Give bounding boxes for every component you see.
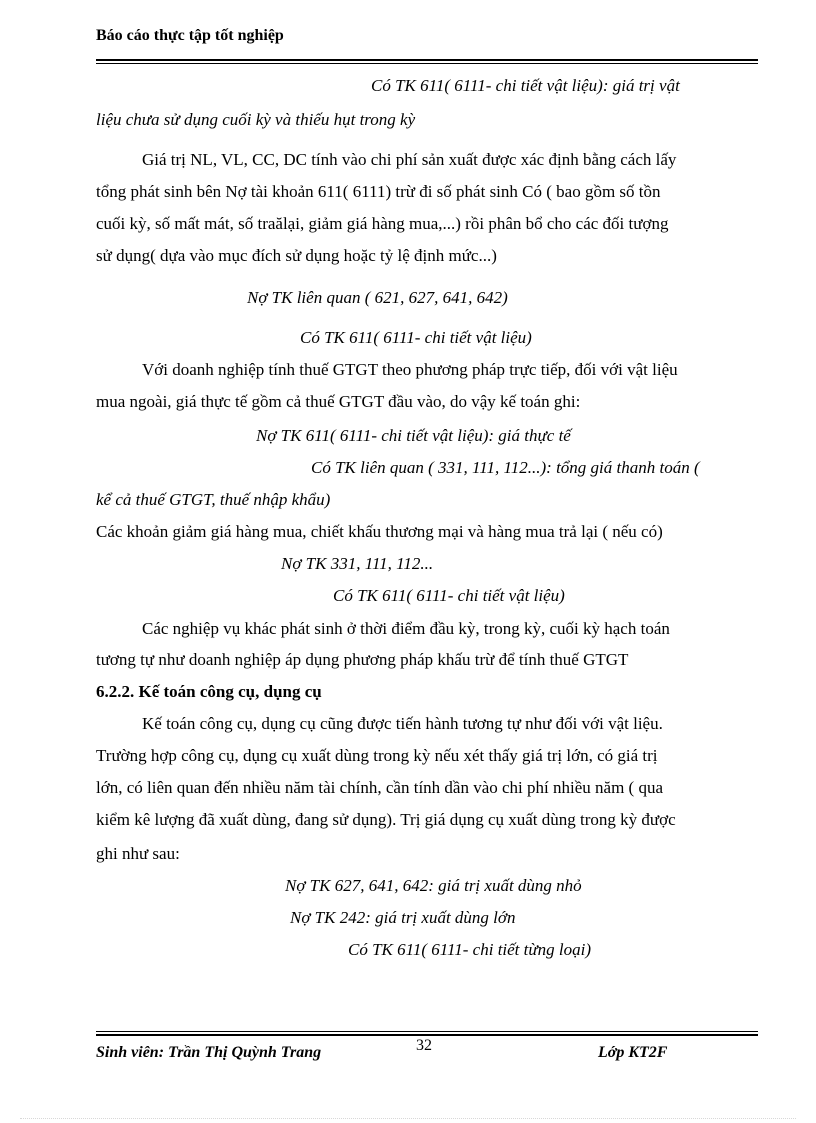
paragraph-line: tổng phát sinh bên Nợ tài khoản 611( 6111) trừ đi số phát sinh Có ( bao gồm số tồn xyxy=(96,182,661,201)
paragraph-line: Giá trị NL, VL, CC, DC tính vào chi phí sản xuất được xác định bằng cách lấy xyxy=(142,150,677,169)
paragraph-line: ghi như sau: xyxy=(96,844,180,863)
footer-class: Lớp KT2F xyxy=(598,1044,668,1061)
page-number: 32 xyxy=(416,1037,432,1054)
paragraph-line: mua ngoài, giá thực tế gồm cả thuế GTGT đầu vào, do vậy kế toán ghi: xyxy=(96,392,581,411)
entry-line: Nợ TK 611( 6111- chi tiết vật liệu): giá thực tế xyxy=(256,426,571,445)
paragraph-line: Các khoản giảm giá hàng mua, chiết khấu thương mại và hàng mua trả lại ( nếu có) xyxy=(96,522,663,541)
entry-line: Có TK liên quan ( 331, 111, 112...): tổng giá thanh toán ( xyxy=(311,458,700,477)
entry-line: liệu chưa sử dụng cuối kỳ và thiếu hụt trong kỳ xyxy=(96,110,416,129)
paragraph-line: sử dụng( dựa vào mục đích sử dụng hoặc tỷ lệ định mức...) xyxy=(96,246,497,265)
paragraph-line: lớn, có liên quan đến nhiều năm tài chính, cần tính dần vào chi phí nhiều năm ( qua xyxy=(96,778,664,797)
header-title: Báo cáo thực tập tốt nghiệp xyxy=(96,27,284,44)
paragraph-line: Trường hợp công cụ, dụng cụ xuất dùng trong kỳ nếu xét thấy giá trị lớn, có giá trị xyxy=(96,746,658,765)
page-bottom-border xyxy=(20,1118,796,1119)
entry-line: kể cả thuế GTGT, thuế nhập khẩu) xyxy=(96,490,331,509)
paragraph-line: cuối kỳ, số mất mát, số traălại, giảm giá hàng mua,...) rồi phân bổ cho các đối tượng xyxy=(96,214,669,233)
entry-line: Nợ TK 627, 641, 642: giá trị xuất dùng nhỏ xyxy=(285,876,582,895)
header-rule-thick xyxy=(96,59,758,61)
paragraph-line: Với doanh nghiệp tính thuế GTGT theo phương pháp trực tiếp, đối với vật liệu xyxy=(142,360,678,379)
entry-line: Có TK 611( 6111- chi tiết vật liệu) xyxy=(300,328,532,347)
header-rule-thin xyxy=(96,63,758,64)
entry-line: Nợ TK 331, 111, 112... xyxy=(281,554,434,573)
footer-rule-thick xyxy=(96,1034,758,1036)
entry-line: Có TK 611( 6111- chi tiết vật liệu) xyxy=(333,586,565,605)
section-heading: 6.2.2. Kế toán công cụ, dụng cụ xyxy=(96,682,322,701)
entry-line: Nợ TK 242: giá trị xuất dùng lớn xyxy=(290,908,516,927)
paragraph-line: tương tự như doanh nghiệp áp dụng phương pháp khấu trừ để tính thuế GTGT xyxy=(96,650,629,669)
entry-line: Nợ TK liên quan ( 621, 627, 641, 642) xyxy=(247,288,508,307)
entry-line: Có TK 611( 6111- chi tiết vật liệu): giá trị vật xyxy=(371,76,680,95)
footer-rule-thin xyxy=(96,1031,758,1032)
paragraph-line: Kế toán công cụ, dụng cụ cũng được tiến hành tương tự như đối với vật liệu. xyxy=(142,714,663,733)
paragraph-line: kiểm kê lượng đã xuất dùng, đang sử dụng). Trị giá dụng cụ xuất dùng trong kỳ được xyxy=(96,810,676,829)
entry-line: Có TK 611( 6111- chi tiết từng loại) xyxy=(348,940,592,959)
footer-student-name: Sinh viên: Trần Thị Quỳnh Trang xyxy=(96,1044,322,1061)
paragraph-line: Các nghiệp vụ khác phát sinh ở thời điểm đầu kỳ, trong kỳ, cuối kỳ hạch toán xyxy=(142,619,670,638)
